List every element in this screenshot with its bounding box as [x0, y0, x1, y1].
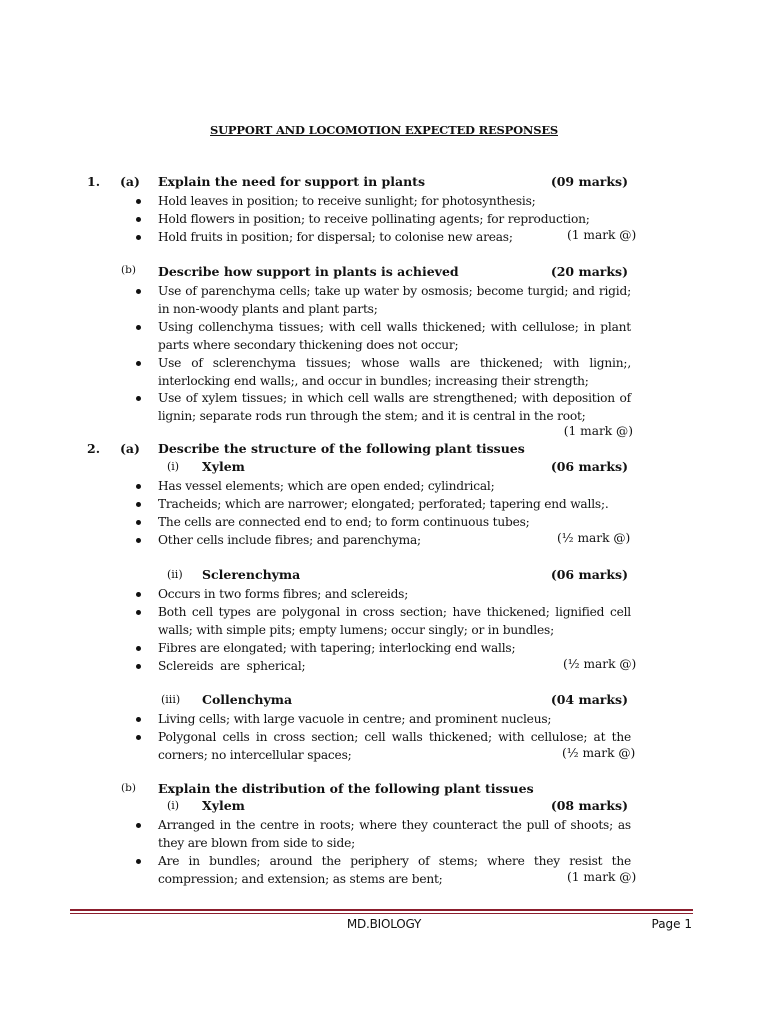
q2a-iii-marks: (04 marks): [550, 692, 628, 707]
footer-rule: [70, 909, 693, 911]
bullet-text: Use of sclerenchyma tissues; whose walls are thickened; with lignin;, interlocking end walls;, and occur in bundles; increasing their strength;: [158, 356, 631, 388]
bullet-text: Has vessel elements; which are open ended; cylindrical;: [158, 479, 495, 493]
q2a-ii-marks: (06 marks): [550, 567, 628, 582]
bullet-text: Living cells; with large vacuole in centre; and prominent nucleus;: [158, 712, 552, 726]
bullet-icon: [136, 859, 141, 864]
bullet-icon: [136, 538, 141, 543]
q2a-i-marks: (06 marks): [550, 459, 628, 474]
q1a-heading: Explain the need for support in plants: [158, 174, 425, 189]
q2a-i-label: (i): [167, 460, 180, 473]
bullet-icon: [136, 520, 141, 525]
bullet-icon: [136, 592, 141, 597]
q2a-ii-label: (ii): [167, 568, 183, 581]
question-number-1: 1.: [87, 174, 101, 189]
q2a-iii-mark-each: (½ mark @): [562, 746, 636, 760]
bullet-text: Hold flowers in position; to receive pollinating agents; for reproduction;: [158, 212, 590, 226]
bullet-icon: [136, 484, 141, 489]
q2b-heading: Explain the distribution of the following plant tissues: [158, 781, 534, 796]
bullet-text: Sclereids are spherical;: [158, 659, 306, 673]
q1b-heading: Describe how support in plants is achieved: [158, 264, 459, 279]
footer-rule-thin: [70, 913, 693, 914]
bullet-text: Other cells include fibres; and parenchyma;: [158, 533, 421, 547]
q2b-i-name: Xylem: [202, 798, 245, 813]
bullet-icon: [136, 217, 141, 222]
q1a-marks: (09 marks): [550, 174, 628, 189]
bullet-icon: [136, 717, 141, 722]
bullet-icon: [136, 325, 141, 330]
q2a-i-mark-each: (½ mark @): [557, 531, 631, 545]
q2a-ii-mark-each: (½ mark @): [563, 657, 637, 671]
bullet-icon: [136, 289, 141, 294]
q2a-i-name: Xylem: [202, 459, 245, 474]
bullet-text: The cells are connected end to end; to form continuous tubes;: [158, 515, 530, 529]
q1-part-a-label: (a): [120, 174, 140, 189]
bullet-icon: [136, 646, 141, 651]
bullet-text: Use of xylem tissues; in which cell walls are strengthened; with deposition of lignin; separate rods run through the stem; and it is central in the root;: [158, 391, 631, 423]
bullet-text: Use of parenchyma cells; take up water by osmosis; become turgid; and rigid; in non-woody plants and plant parts;: [158, 284, 631, 316]
bullet-text: Using collenchyma tissues; with cell walls thickened; with cellulose; in plant parts where secondary thickening does not occur;: [158, 320, 631, 352]
bullet-icon: [136, 235, 141, 240]
bullet-icon: [136, 502, 141, 507]
q2b-i-mark-each: (1 mark @): [567, 870, 637, 884]
q2a-iii-name: Collenchyma: [202, 692, 293, 707]
bullet-text: Hold fruits in position; for dispersal; to colonise new areas;: [158, 230, 513, 244]
q2b-i-marks: (08 marks): [550, 798, 628, 813]
q1b-mark-each: (1 mark @): [563, 424, 633, 438]
q2-part-b-label: (b): [121, 782, 136, 794]
bullet-text: Both cell types are polygonal in cross section; have thickened; lignified cell walls; with simple pits; empty lumens; occur singly; or in bundles;: [158, 605, 631, 637]
q2a-heading: Describe the structure of the following plant tissues: [158, 441, 525, 456]
bullet-icon: [136, 199, 141, 204]
page-number: Page 1: [651, 917, 692, 931]
bullet-icon: [136, 396, 141, 401]
bullet-text: Fibres are elongated; with tapering; interlocking end walls;: [158, 641, 516, 655]
bullet-text: Tracheids; which are narrower; elongated; perforated; tapering end walls;.: [158, 497, 609, 511]
q2a-ii-name: Sclerenchyma: [202, 567, 301, 582]
bullet-icon: [136, 735, 141, 740]
q2b-i-label: (i): [167, 799, 180, 812]
q1-part-b-label: (b): [121, 264, 136, 276]
bullet-icon: [136, 610, 141, 615]
q2a-iii-label: (iii): [161, 693, 181, 706]
bullet-text: Arranged in the centre in roots; where they counteract the pull of shoots; as they are blown from side to side;: [158, 818, 631, 850]
q1a-mark-each: (1 mark @): [567, 228, 637, 242]
q1b-marks: (20 marks): [550, 264, 628, 279]
page-title: SUPPORT AND LOCOMOTION EXPECTED RESPONSES: [210, 123, 558, 137]
q2-part-a-label: (a): [120, 441, 140, 456]
bullet-text: Occurs in two forms fibres; and sclereids;: [158, 587, 409, 601]
footer-author: MD.BIOLOGY: [346, 917, 422, 931]
bullet-text: Polygonal cells in cross section; cell walls thickened; with cellulose; at the corners; no intercellular spaces;: [158, 730, 631, 762]
bullet-icon: [136, 361, 141, 366]
bullet-icon: [136, 664, 141, 669]
bullet-text: Hold leaves in position; to receive sunlight; for photosynthesis;: [158, 194, 536, 208]
question-number-2: 2.: [87, 441, 101, 456]
bullet-icon: [136, 823, 141, 828]
bullet-text: Are in bundles; around the periphery of stems; where they resist the compression; and extension; as stems are bent;: [158, 854, 631, 886]
